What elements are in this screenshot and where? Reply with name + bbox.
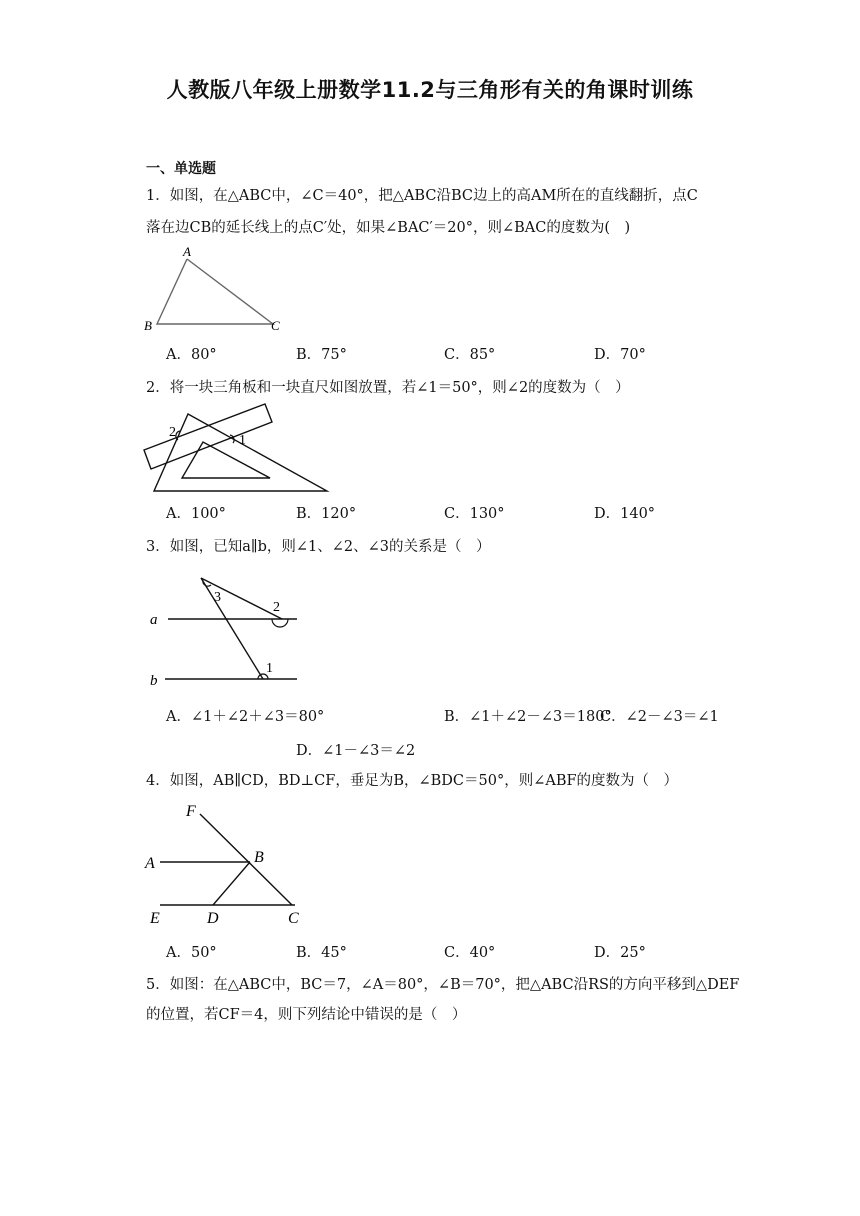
label-3: 3 [214,590,221,605]
q3-option-d[interactable]: D．∠1－∠3＝∠2 [296,743,416,759]
question-1-figure [140,244,290,336]
ruler-shape [144,404,272,469]
q4-option-c[interactable]: C．40° [444,945,496,961]
label-b: B [254,849,264,866]
page-title: 人教版八年级上册数学11.2与三角形有关的角课时训练 [166,78,694,102]
q3-option-a[interactable]: A．∠1＋∠2＋∠3＝80° [166,709,325,725]
segment-bd [213,862,250,905]
label-e: E [150,910,160,927]
label-c: C [271,318,280,333]
q1-option-a[interactable]: A．80° [166,347,217,363]
q2-option-a[interactable]: A．100° [166,506,226,522]
q1-option-b[interactable]: B．75° [296,347,347,363]
q4-option-a[interactable]: A．50° [166,945,217,961]
question-2-figure [140,398,340,496]
label-b: b [150,673,158,689]
question-4-figure [140,798,320,928]
q1-option-d[interactable]: D．70° [594,347,646,363]
q1-option-c[interactable]: C．85° [444,347,496,363]
label-f: F [186,803,196,820]
question-5-line-1: 5．如图：在△ABC中，BC＝7，∠A＝80°，∠B＝70°，把△ABC沿RS的方向平移到△DEF [146,977,740,993]
line-fc [200,814,292,905]
q3-option-c[interactable]: C．∠2－∠3＝∠1 [600,709,719,725]
q3-option-b[interactable]: B．∠1＋∠2－∠3＝180° [444,709,612,725]
label-d: D [207,910,219,927]
triangle-outer [154,414,327,491]
label-1: 1 [239,433,246,448]
angle-2-arc [272,619,288,627]
triangle-abc [157,259,273,324]
label-a: a [150,612,158,628]
label-1: 1 [266,661,273,676]
q2-option-c[interactable]: C．130° [444,506,505,522]
label-2: 2 [273,600,280,615]
q2-option-b[interactable]: B．120° [296,506,357,522]
question-4-line-1: 4．如图，AB∥CD，BD⊥CF，垂足为B，∠BDC＝50°，则∠ABF的度数为（ ） [146,773,679,789]
question-5-line-2: 的位置，若CF＝4，则下列结论中错误的是（ ） [146,1007,467,1023]
question-1-line-2: 落在边CB的延长线上的点C′处，如果∠BAC′＝20°，则∠BAC的度数为( ) [146,220,631,236]
question-2-line-1: 2．将一块三角板和一块直尺如图放置，若∠1＝50°，则∠2的度数为（ ） [146,380,630,396]
question-3-line-1: 3．如图，已知a∥b，则∠1、∠2、∠3的关系是（ ） [146,539,491,555]
label-a: A [145,855,155,872]
label-c: C [288,910,299,927]
q2-option-d[interactable]: D．140° [594,506,656,522]
q4-option-d[interactable]: D．25° [594,945,646,961]
section-heading: 一、单选题 [146,161,216,177]
q4-option-b[interactable]: B．45° [296,945,347,961]
triangle-inner [182,442,270,478]
question-1-line-1: 1．如图，在△ABC中，∠C＝40°，把△ABC沿BC边上的高AM所在的直线翻折，点C [146,188,698,204]
label-2: 2 [169,425,176,440]
question-3-figure [140,572,310,694]
label-b: B [144,318,152,333]
label-a: A [183,244,191,259]
